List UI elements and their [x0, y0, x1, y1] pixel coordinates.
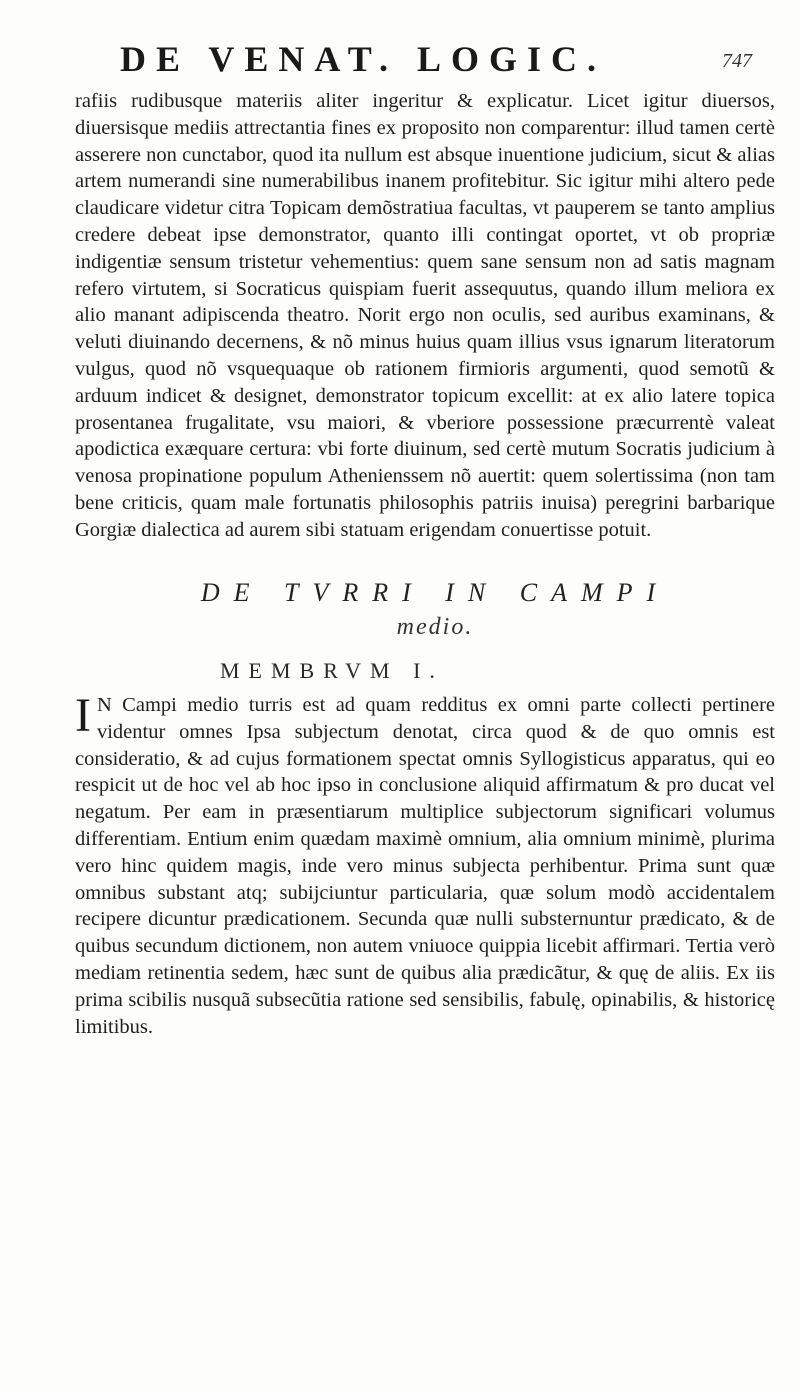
page-number: 747 — [722, 50, 752, 72]
drop-cap: I — [75, 689, 91, 742]
paragraph-text — [75, 689, 775, 1040]
paragraph-body: N Campi medio turris est ad quam redditus ex omni parte collecti pertinere videntur omnes Ipsa subjectum denotat, circa quod & de quo omnis est consideratio, & ad cujus formationem spectat omnis Syllogisticus apparatus, qui eo respicit ut de hoc vel ab hoc ipso in conclusione aliquid affirmatum & pro ducat vel negatum. Per eam in præsentiarum multiplice subjectorum significari volumus differentiam. Entium enim quædam maximè omnium, alia omnium minimè, plurima vero hinc quidem magis, inde vero minus subjecta perhibentur. Prima sunt quæ omnibus substant atq; subijciuntur particularia, quæ solum modò accidentalem recipere dicuntur prædicationem. Secunda quæ nulli substernuntur prædicato, & de quibus secundum dictionem, non autem vniuoce quippia licebit affirmari. Tertia verò mediam retinentia sedem, hæc sunt de quibus alia prædicãtur, & quę de aliis. Ex iis prima scibilis nusquã subsecũtia ratione sed sensibilis, fabulę, opinabilis, & historicę limitibus. — [75, 694, 775, 1038]
member-heading: MEMBRVM I. — [220, 658, 444, 683]
section-subtitle: medio. — [396, 614, 474, 640]
running-head — [120, 38, 760, 78]
paragraph-text: rafiis rudibusque materiis aliter ingeritur & explicatur. Licet igitur diuersos, diuersisque mediis attrectantia fines ex proposito non comparentur: illud tamen certè asserere non cunctabor, quod ita nullum est absque inuentione judicium, sicut & alias artem numerandi sine numerabilibus inanem profitebitur. Sic igitur mihi altero pede claudicare videtur citra Topicam demõstratiua facultas, vt pauperem se tanto amplius credere debeat ipse demonstrator, quanto illi contingat oportet, vt ob propriæ indigentiæ sensum tristetur vehementius: quem sane sensum non ad satis magnam refero virtutem, si Socraticus quispiam fuerit assequutus, quando illum meliora ex alio manant adipiscenda theatro. Norit ergo non oculis, sed auribus examinans, & veluti diuinando decernens, & nõ minus huius quam illius vsus ignarum literatorum vulgus, quod nõ vsquequaque ob rationem firmioris argumenti, quod semotũ & arduum indicet & designet, demonstrator topicum excellit: at ex alio latere topica prosentanea frugalitate, vsu maiori, & vberiore possessione præcurrentè valeat apodictica exæquare certura: vbi forte diuinum, sed certè mutum Socratis judicium à venosa propinatione populum Athenienssem nõ auertit: quem solertissima (non tam bene criticis, quam male fortunatis philosophis patriis inuisa) peregrini barbarique Gorgiæ dialectica ad aurem sibi statuam erigendam conuertisse potuit. — [75, 90, 775, 541]
paragraph-block-2 — [75, 689, 775, 1040]
section-title: DE TVRRI IN CAMPI — [200, 578, 670, 607]
running-title: DE VENAT. LOGIC. — [120, 39, 607, 79]
paragraph-block-1 — [75, 88, 775, 544]
